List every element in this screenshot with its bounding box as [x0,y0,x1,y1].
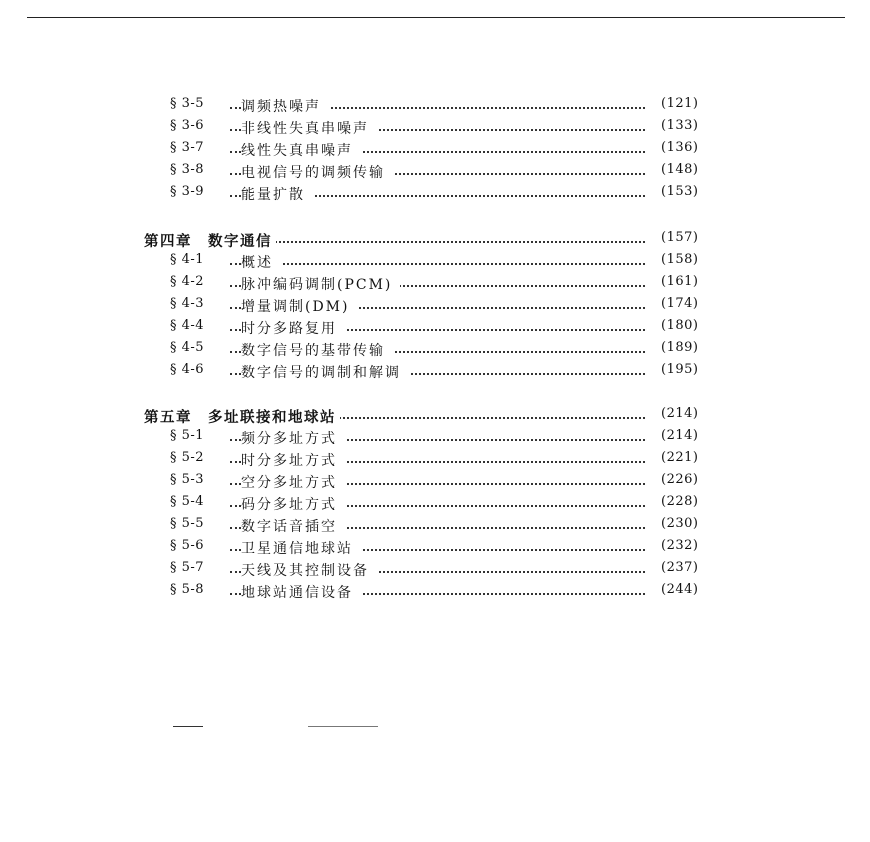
page-number: (214) [661,428,699,443]
page-number: (157) [661,230,699,245]
dot-leader [230,241,645,243]
page-number: (195) [661,362,699,377]
section-title: 时分多址方式 [241,450,345,470]
dot-leader [230,263,645,265]
section-number: § 3-8 [170,162,205,177]
top-rule [27,17,845,18]
section-number: § 5-7 [170,560,205,575]
section-number: § 3-9 [170,184,205,199]
toc-entry-5-2[interactable] [0,450,870,472]
toc-chapter-5[interactable] [0,406,870,428]
section-title: 数字信号的调制和解调 [241,362,409,382]
section-number: § 5-2 [170,450,205,465]
page-number: (228) [661,494,699,509]
section-number: § 5-4 [170,494,205,509]
section-title: 非线性失真串噪声 [241,118,377,138]
section-number: § 3-5 [170,96,205,111]
page-number: (221) [661,450,699,465]
section-number: § 5-3 [170,472,205,487]
section-number: § 5-5 [170,516,205,531]
section-number: § 3-7 [170,140,205,155]
toc-entry-5-3[interactable] [0,472,870,494]
page-number: (244) [661,582,699,597]
section-title: 概述 [241,252,281,272]
section-title: 卫星通信地球站 [241,538,361,558]
section-title: 天线及其控制设备 [241,560,377,580]
section-number: § 5-1 [170,428,205,443]
chapter-title: 第五章 多址联接和地球站 [144,406,340,427]
section-number: § 5-6 [170,538,205,553]
toc-entry-4-2[interactable] [0,274,870,296]
toc-entry-4-4[interactable] [0,318,870,340]
toc-entry-3-9[interactable] [0,184,870,206]
toc-entry-3-5[interactable] [0,96,870,118]
page-number: (237) [661,560,699,575]
section-number: § 4-2 [170,274,205,289]
section-title: 能量扩散 [241,184,313,204]
page-number: (136) [661,140,699,155]
section-title: 数字话音插空 [241,516,345,536]
page-number: (230) [661,516,699,531]
page-number: (226) [661,472,699,487]
section-title: 频分多址方式 [241,428,345,448]
section-number: § 4-6 [170,362,205,377]
page-number: (153) [661,184,699,199]
toc-entry-5-6[interactable] [0,538,870,560]
toc-entry-4-5[interactable] [0,340,870,362]
section-title: 时分多路复用 [241,318,345,338]
page-number: (214) [661,406,699,421]
section-title: 地球站通信设备 [241,582,361,602]
section-title: 脉冲编码调制(PCM) [241,274,400,294]
toc-entry-4-6[interactable] [0,362,870,384]
toc-entry-4-1[interactable] [0,252,870,274]
toc-entry-5-7[interactable] [0,560,870,582]
section-number: § 3-6 [170,118,205,133]
toc-entry-5-4[interactable] [0,494,870,516]
toc-entry-3-7[interactable] [0,140,870,162]
section-title: 线性失真串噪声 [241,140,361,160]
page-number: (158) [661,252,699,267]
toc-entry-5-1[interactable] [0,428,870,450]
page-number: (148) [661,162,699,177]
page-number: (180) [661,318,699,333]
toc-chapter-4[interactable] [0,230,870,252]
section-title: 调频热噪声 [241,96,329,116]
page-number: (133) [661,118,699,133]
section-title: 增量调制(DM) [241,296,357,316]
section-number: § 4-1 [170,252,205,267]
page-number: (232) [661,538,699,553]
scan-artifact-mark [173,726,203,727]
page-number: (161) [661,274,699,289]
section-title: 码分多址方式 [241,494,345,514]
toc-entry-3-8[interactable] [0,162,870,184]
section-number: § 4-4 [170,318,205,333]
toc-entry-4-3[interactable] [0,296,870,318]
section-number: § 5-8 [170,582,205,597]
page-number: (121) [661,96,699,111]
chapter-title: 第四章 数字通信 [144,230,276,251]
section-number: § 4-5 [170,340,205,355]
toc-entry-3-6[interactable] [0,118,870,140]
section-number: § 4-3 [170,296,205,311]
toc-entry-5-8[interactable] [0,582,870,604]
section-title: 数字信号的基带传输 [241,340,393,360]
section-title: 电视信号的调频传输 [241,162,393,182]
toc-entry-5-5[interactable] [0,516,870,538]
page-number: (174) [661,296,699,311]
section-title: 空分多址方式 [241,472,345,492]
scan-artifact-mark [308,726,378,727]
page-number: (189) [661,340,699,355]
